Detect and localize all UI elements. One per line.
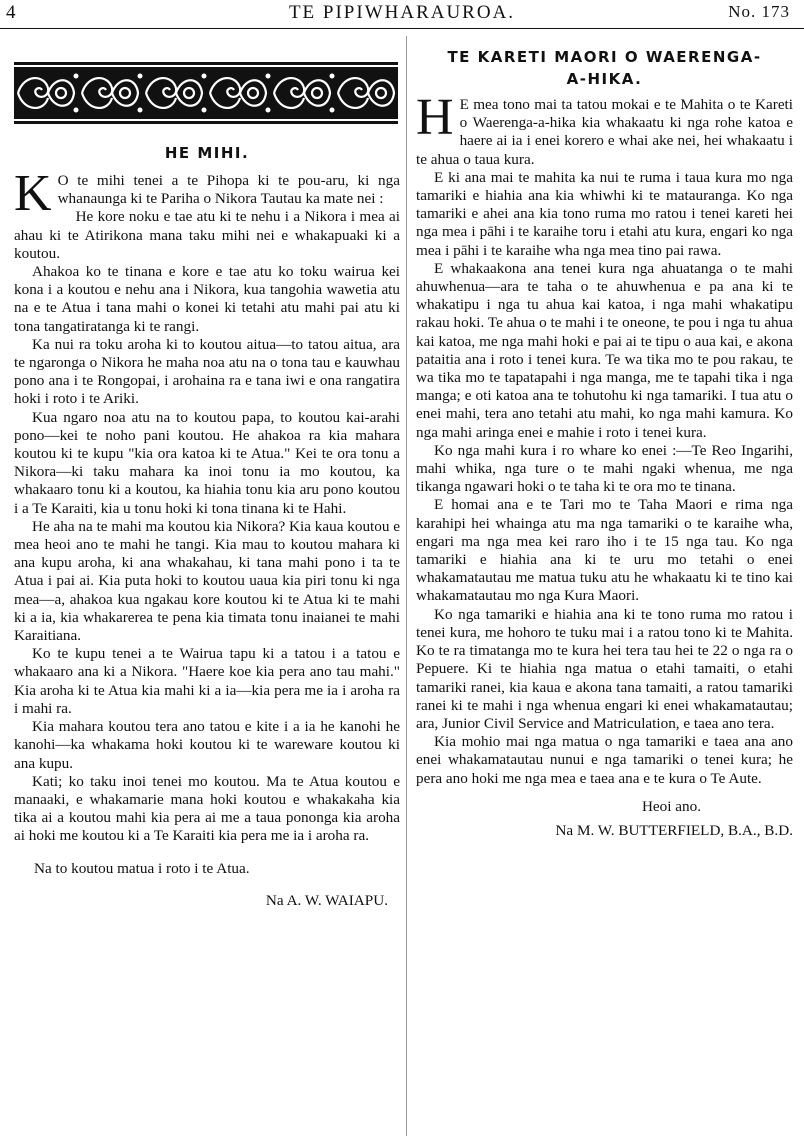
- journal-title: TE PIPIWHARAUROA.: [288, 2, 516, 23]
- right-paragraph-6: Ko nga tamariki e hiahia ana ki te tono ruma mo ratou i tenei kura, me hohoro te tuku mai i a ratou tono ki te Mahita. Ko te ra timatanga mo te kura hei tera tau hei te 22 o nga ra o Pepuere. Ki te hiahia nga matua o etahi tamaiti, o etahi tamariki ranei, kia kaua e akona tana tamaiti, a ratou tamariki ranei ki te mahi i nga whenua engari ki enei whakamatautau; ara, Junior Civil Service and Matriculation, e taea ano tera.: [416, 605, 793, 732]
- left-paragraph-8: Kia mahara koutou tera ano tatou e kite i a ia he kanohi he kanohi—ka whakama hoki koutou ki te wareware koutou ki ana kupu.: [14, 718, 400, 772]
- right-drop-cap: H: [416, 89, 454, 146]
- left-paragraph-4: Ka nui ra toku aroha ki to koutou aitua—to tatou aitua, ara te ngaronga o Nikora he maha noa atu na o tona tau e kauwhau pono ana i te Rongopai, i arohaina ra e tana iwi e ona rangatira hoki i roto i te Ariki.: [14, 335, 400, 408]
- right-paragraph-4: Ko nga mahi kura i ro whare ko enei :—Te Reo Ingarihi, mahi whika, nga ture o te mahi ngaki whenua, me nga tikanga ngawari hoki o te taha ki te ora mo te tinana.: [416, 441, 793, 496]
- left-paragraph-7: Ko te kupu tenei a te Wairua tapu ki a tatou i a tatou e whakaaro ana ki a Nikora. "Haere koe kia pera ano tau mahi." Kia aroha ki te Atua kia mahi ki a ia—kia pera me ia i aroha ra i mahi ra.: [14, 645, 400, 717]
- left-paragraph-2: He kore noku e tae atu ki te nehu i a Nikora i mea ai ahau ki te Atirikona mana taku mihi nei e whakapuaki ki a koutou.: [14, 208, 400, 262]
- left-signature: Na A. W. WAIAPU.: [265, 891, 388, 909]
- left-closing: Na to koutou matua i roto i te Atua.: [34, 859, 250, 877]
- right-paragraph-7: Kia mohio mai nga matua o nga tamariki e taea ana ano enei whakamatautau nunui e nga tamariki o tenei kura; he pera ano hoki me nga mea e taea ana e te kura o Te Aute.: [416, 733, 793, 787]
- page-number: 4: [6, 2, 16, 23]
- column-divider: [406, 36, 407, 1136]
- left-paragraph-5: Kua ngaro noa atu na to koutou papa, to koutou kai-arahi pono—kei te noho pani koutou. He ahakoa ra kia mahara koutou ki te kupu "kia ora katoa ki te Atua." Kei te ora tonu a Nikora—ki taku mahara ka inoi tonu ia mo koutou, ka whakaaro tonu ki a koutou, ka hiahia tonu kia aru pono koutou i a Te Karaiti, kia u tonu hoki ki tona tinana ki te Hahi.: [14, 408, 400, 517]
- right-article-title: [416, 46, 793, 90]
- header-rule: [0, 28, 804, 29]
- right-title-line-2: A-HIKA.: [566, 70, 643, 88]
- ornamental-banner-icon: [14, 62, 398, 124]
- right-closing: Heoi ano.: [641, 797, 701, 815]
- right-paragraph-3: E whakaakona ana tenei kura nga ahuatanga o te mahi ahuwhenua—ara te taha o te ahuwhenua e pa ana ki te whakatipu i nga tu ahua kai katoa, i nga mahi whakatipu rakau hoki. Te ahua o te mahi i te oneone, te pou i nga tu ahua kai katoa, me nga mahi hoki e pai ai te tipu o aua kai, e akona pataitia ana i roto i tenei kura. Te wa tika mo te pou rakau, te wa tika mo te tapatapahi i nga manga, me te tapahi tika i nga manga; e oti katoa ana te tohutohu ki nga tamariki. I tua atu o enei mahi, tera ano tetahi atu mahi, ko nga mahi kamura. Ko nga mahi aringa enei e mahie i roto i tenei kura.: [416, 259, 793, 441]
- left-paragraph-9: Kati; ko taku inoi tenei mo koutou. Ma te Atua koutou e manaaki, e whakamarie mana hoki koutou e whakakaha kia tika ai a koutou mahi kia pera ai me a taua pononga kia aroha ai hoki me koutou ki a Te Karaiti kia pera me ia i aroha ra.: [14, 772, 400, 845]
- left-paragraph-6: He aha na te mahi ma koutou kia Nikora? Kia kaua koutou e mea heoi ano te mahi he tangi. Kia mau to koutou mahara ki ana kupu aroha, ki ana whakahau, ki tana mahi pono i ta te Atua i pai ai. Kia puta hoki to koutou uaua kia piri tonu ki nga mea—a, ahakoa kua ngakau kore koutou ki te Atua ki te mahi ki a ia, kia whakarerea te pena kia timata tonu inaianei te mahi Karaitiana.: [14, 517, 400, 645]
- left-paragraph-1: K O te mihi tenei a te Pihopa ki te pou-aru, ki nga whanaunga ki te Pariha o Nikora Tautau ka mate nei :: [14, 165, 400, 222]
- right-paragraph-1: H E mea tono mai ta tatou mokai e te Mahita o te Kareti o Waerenga-a-hika kia whakaatu ki nga rohe katoa e haere ai ia i enei korero e whai ake nei, hei whakaatu i te ahua o taua kura.: [416, 89, 793, 168]
- right-signature: Na M. W. BUTTERFIELD, B.A., B.D.: [555, 821, 793, 839]
- right-title-line-1: TE KARETI MAORI O WAERENGA-: [447, 48, 762, 66]
- left-drop-cap: K: [14, 165, 52, 222]
- left-column: [14, 36, 400, 910]
- issue-number: No. 173: [728, 2, 790, 21]
- left-paragraph-3: Ahakoa ko te tinana e kore e tae atu ko toku wairua kei kona i a koutou e nehu ana i Nikora, kua tangohia wawetia atu na e te Atua i tana mahi o konei ki tetahi atu mahi pai atu ki tona tangatiratanga ki te rangi.: [14, 263, 400, 335]
- left-article-title: HE MIHI.: [164, 144, 250, 162]
- right-column: [416, 36, 793, 840]
- running-header: [0, 0, 804, 28]
- right-paragraph-5: E homai ana e te Tari mo te Taha Maori e rima nga karahipi hei whainga atu ma nga tamariki o te karaihe wha, engari ma nga mea kei raro iho i te 15 nga tau. Ko nga tamariki e hiahia ana ki te uru mo tetahi o enei whakamatautau me matua tuku atu he whakaatu ki te tino kai whakamatautau mo nga Kura Maori.: [416, 496, 793, 605]
- right-paragraph-2: E ki ana mai te mahita ka nui te ruma i taua kura mo nga tamariki e hiahia ana kia whiwhi ki te matauranga. Ko nga tamariki e ahei ana kia tono ruma mo ratou i tenei kareti hei nga mea i pāhi i te karaihe toru i etahi atu kura, engari ko nga mea i pāhi i te karaihe wha nga mea tino pai rawa.: [416, 168, 793, 259]
